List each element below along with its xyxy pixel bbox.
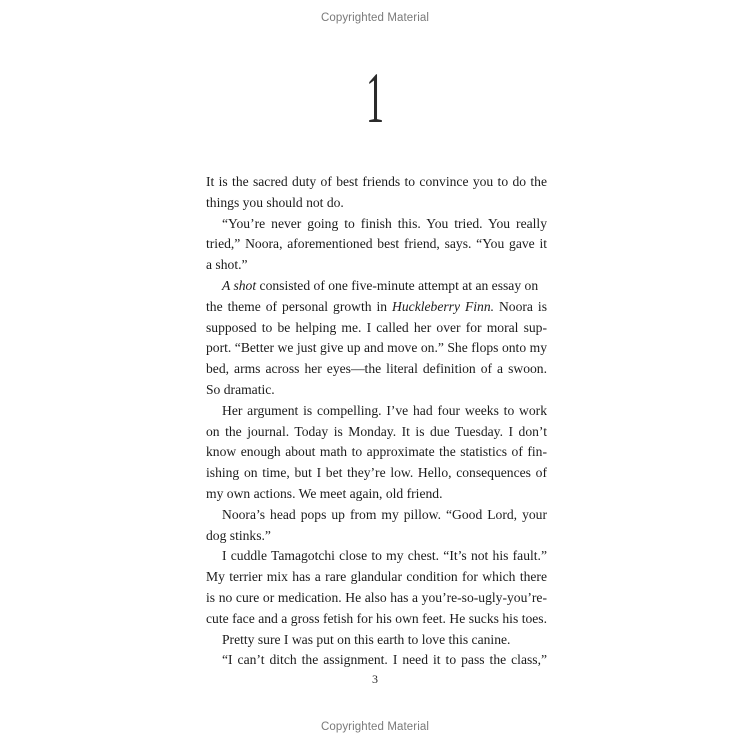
copyright-watermark-bottom: Copyrighted Material: [320, 721, 430, 733]
text-line: cute face and a gross fetish for his own feet. He sucks his toes.: [206, 610, 547, 626]
text-line: “You’re never going to finish this. You tried. You really: [222, 215, 547, 231]
copyright-watermark-top: Copyrighted Material: [320, 12, 430, 24]
text-line: supposed to be helping me. I called her over for moral sup-: [206, 319, 547, 335]
text-line: I cuddle Tamagotchi close to my chest. “It’s not his fault.”: [222, 548, 547, 564]
text-fragment: the theme of personal growth in: [206, 298, 388, 314]
text-fragment: consisted of one five-minute attempt at an essay on: [259, 277, 539, 293]
text-line: Noora’s head pops up from my pillow. “Good Lord, your: [222, 506, 547, 522]
page-number: 3: [372, 672, 378, 686]
text-line: ishing on time, but I bet they’re low. Hello, consequences of: [206, 465, 547, 481]
text-line: my own actions. We meet again, old friend.: [206, 485, 443, 501]
text-line: tried,” Noora, aforementioned best friend, says. “You gave it: [206, 236, 547, 252]
text-line: port. “Better we just give up and move on.” She flops onto my: [206, 340, 547, 356]
italic-book-title: Huckleberry Finn.: [392, 298, 495, 314]
chapter-number: 1: [366, 58, 384, 138]
text-line: Her argument is compelling. I’ve had four weeks to work: [222, 402, 547, 418]
text-line: know enough about math to approximate the statistics of fin-: [206, 444, 547, 460]
chapter-body-text: [206, 172, 547, 671]
italic-phrase: A shot: [222, 277, 257, 293]
text-line: on the journal. Today is Monday. It is due Tuesday. I don’t: [206, 423, 547, 439]
text-line: “I can’t ditch the assignment. I need it to pass the class,”: [222, 652, 547, 668]
text-line: So dramatic.: [206, 381, 275, 397]
text-line: Pretty sure I was put on this earth to love this canine.: [222, 631, 511, 647]
text-line: It is the sacred duty of best friends to convince you to do the: [206, 174, 547, 189]
text-line: My terrier mix has a rare glandular condition for which there: [206, 569, 547, 585]
text-line: [206, 297, 547, 318]
text-fragment: Noora is: [498, 298, 547, 314]
text-line: dog stinks.”: [206, 527, 271, 543]
text-line: is no cure or medication. He also has a you’re-so-ugly-you’re-: [206, 589, 547, 605]
text-line: a shot.”: [206, 257, 248, 273]
text-line: things you should not do.: [206, 194, 344, 210]
text-line: [206, 276, 547, 297]
text-line: bed, arms across her eyes—the literal definition of a swoon.: [206, 361, 547, 377]
